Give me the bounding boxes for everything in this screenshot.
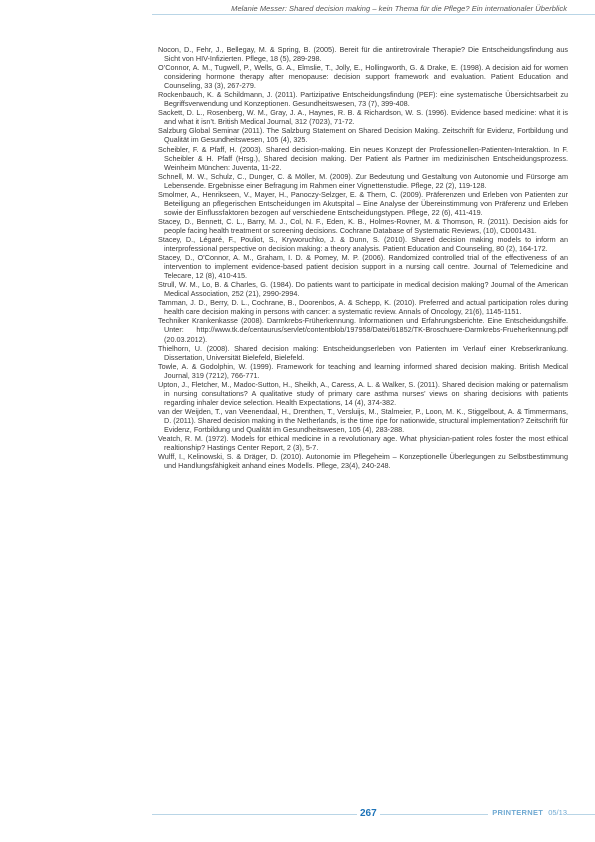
reference-item: Stacey, D., Bennett, C. L., Barry, M. J., Col, N. F., Eden, K. B., Holmes-Rovner, M. & Thomson, R. (2011). Decision aids for people facing health treatment or screening decisions. Cochrane Database of Systematic Reviews, (10), CD001431. <box>158 216 568 235</box>
reference-item: Scheibler, F. & Pfaff, H. (2003). Shared decision-making. Ein neues Konzept der Professionellen-Patienten-Interaktion. In F. Scheibler & H. Pfaff (Hrsg.), Shared decision making. Der Patient als Partner im medizinischen Entscheidungsprozess. Weinheim München: Juventa, 11-22. <box>158 144 568 172</box>
page-number: 267 <box>357 808 380 819</box>
reference-item: O’Connor, A. M., Tugwell, P., Wells, G. A., Elmslie, T., Jolly, E., Hollingworth, G. & Drake, E. (1998). A decision aid for women considering hormone therapy after menopause: decision support framework and evaluation. Patient Education and Counseling, 33 (3), 267-279. <box>158 63 568 91</box>
reference-item: Towle, A. & Godolphin, W. (1999). Framework for teaching and learning informed shared decision making. British Medical Journal, 319 (7212), 766-771. <box>158 361 568 380</box>
reference-item: Veatch, R. M. (1972). Models for ethical medicine in a revolutionary age. What physician-patient roles foster the most ethical realtionship? Hastings Center Report, 2 (3), 5-7. <box>158 434 568 453</box>
reference-item: Thielhorn, U. (2008). Shared decision making: Entscheidungserleben von Patienten im Verlauf einer Krebserkrankung. Dissertation, Universität Bielefeld, Bielefeld. <box>158 343 568 362</box>
reference-item: Schnell, M. W., Schulz, C., Dunger, C. & Möller, M. (2009). Zur Bedeutung und Gestaltung von Autonomie und Fürsorge am Lebensende. Ergebnisse einer Befragung im Rahmen einer Vignettenstudie. Pflege, 22 (2), 119-128. <box>158 171 568 190</box>
reference-item: Upton, J., Fletcher, M., Madoc-Sutton, H., Sheikh, A., Caress, A. L. & Walker, S. (2011). Shared decision making or paternalism in nursing consultations? A qualitative study of primary care asthma nurses’ views on sharing decisions with patients regarding inhaler device selection. Health Expectations, 14 (4), 374-382. <box>158 379 568 407</box>
reference-item: Tamman, J. D., Berry, D. L., Cochrane, B., Doorenbos, A. & Schepp, K. (2010). Preferred and actual participation roles during health care decision making in persons with cancer: a systematic review. Annals of Oncology, 21(6), 1145-1151. <box>158 298 568 317</box>
reference-item: Stacey, D., O’Connor, A. M., Graham, I. D. & Pomey, M. P. (2006). Randomized controlled trial of the effectiveness of an intervention to implement evidence-based patient decision support in a nursing call centre. Journal of Telemedicine and Telecare, 12 (8), 410-415. <box>158 253 568 281</box>
reference-list <box>158 45 568 470</box>
reference-item: Rockenbauch, K. & Schildmann, J. (2011). Partizipative Entscheidungsfindung (PEF): eine systematische Übersichtsarbeit zu Begriffsverwendung und Konzeptionen. Gesundheitswesen, 73 (7), 399-408. <box>158 90 568 109</box>
reference-item: Strull, W. M., Lo, B. & Charles, G. (1984). Do patients want to participate in medical decision making? Journal of the American Medical Association, 252 (21), 2990-2994. <box>158 280 568 299</box>
running-header-title: Melanie Messer: Shared decision making – kein Thema für die Pflege? Ein internationaler Überblick <box>231 4 567 13</box>
journal-name: PRINTERNET <box>492 808 544 817</box>
reference-item: van der Weijden, T., van Veenendaal, H., Drenthen, T., Versluijs, M., Stalmeier, P., Loon, M. K., Stiggelbout, A. & Timmermans, D. (2011). Shared decision making in the Netherlands, is the time ripe for nationwide, structural implementation? Zeitschrift für Evidenz, Fortbildung und Qualität im Gesundheitswesen, 105 (4), 283-288. <box>158 406 568 434</box>
reference-item: Smolmer, A., Henrikseen, V., Mayer, H., Panoczy-Selzger, E. & Thern, C. (2009). Präferenzen und Erleben von Patienten zur Beteiligung an pflegerischen Entscheidungen im Akutspital – Eine Analyse der Übereinstimmung von Präferenz und Erleben sowie der Einflussfaktoren bezogen auf verschiedene Entscheidungstypen. Pflege, 22 (6), 411-419. <box>158 189 568 217</box>
running-header <box>0 0 595 40</box>
reference-item: Stacey, D., Légaré, F., Pouliot, S., Kryworuchko, J. & Dunn, S. (2010). Shared decision making models to inform an interprofessional perspective on decision making: a theory analysis. Patient Education and Counseling, 80 (2), 164-172. <box>158 234 568 254</box>
reference-item: Sackett, D. L., Rosenberg, W. M., Gray, J. A., Haynes, R. B. & Richardson, W. S. (1996). Evidence based medicine: what it is and what it isn’t. British Medical Journal, 312 (7023), 71-72. <box>158 108 568 127</box>
reference-item: Salzburg Global Seminar (2011). The Salzburg Statement on Shared Decision Making. Zeitschrift für Evidenz, Fortbildung und Qualität im Gesundheitswesen, 105 (4), 325. <box>158 126 568 145</box>
page-footer <box>0 808 595 842</box>
reference-item: Nocon, D., Fehr, J., Bellegay, M. & Spring, B. (2005). Bereit für die antiretrovirale Therapie? Die Entscheidungsfindung aus Sicht von HIV-Infizierten. Pflege, 18 (5), 289-298. <box>158 45 568 64</box>
reference-item: Techniker Krankenkasse (2008). Darmkrebs-Früherkennung. Informationen und Erfahrungsberichte. Eine Entscheidungshilfe. Unter: http://www.tk.de/centaurus/servlet/contentblob/197958/Datei/61852/TK-Broschuere-Darmkrebs-Frueherkennung.pdf (20.03.2012). <box>158 316 568 344</box>
header-rule <box>152 14 595 15</box>
journal-issue: 05/13 <box>548 808 567 817</box>
journal-info <box>488 808 567 817</box>
reference-item: Wulff, I., Kelinowski, S. & Dräger, D. (2010). Autonomie im Pflegeheim – Konzeptionelle Überlegungen zu Selbstbestimmung und Handlungsfähigkeit anhand eines Modells. Pflege, 23(4), 240-248. <box>158 452 568 471</box>
